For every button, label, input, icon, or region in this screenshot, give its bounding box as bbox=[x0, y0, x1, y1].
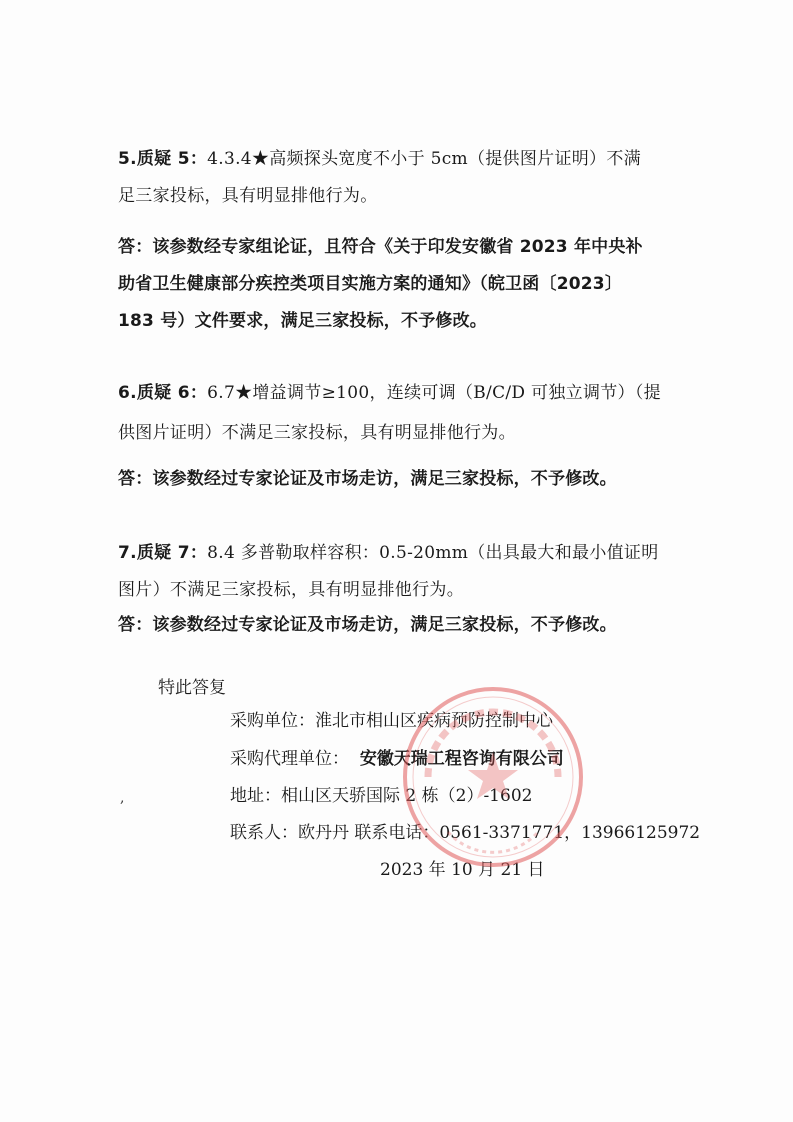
q5-line1 bbox=[118, 147, 641, 171]
q5-answer-line3: 183 号）文件要求，满足三家投标，不予修改。 bbox=[118, 311, 488, 331]
q5-text-line1: 4.3.4★高频探头宽度不小于 5cm（提供图片证明）不满 bbox=[207, 149, 641, 169]
contact-line: 联系人：欧丹丹 联系电话：0561-3371771，13966125972 bbox=[230, 823, 701, 843]
q6-text-line1: 6.7★增益调节≥100，连续可调（B/C/D 可独立调节）（提 bbox=[207, 383, 661, 403]
stray-mark: , bbox=[120, 790, 125, 806]
purchaser-line: 采购单位：淮北市相山区疾病预防控制中心 bbox=[230, 711, 553, 731]
address-line: 地址：相山区天骄国际 2 栋（2）-1602 bbox=[230, 786, 533, 806]
q5-label: 5.质疑 5： bbox=[118, 149, 208, 169]
q5-text-line2: 足三家投标，具有明显排他行为。 bbox=[118, 186, 378, 206]
q7-text-line2: 图片）不满足三家投标，具有明显排他行为。 bbox=[118, 580, 464, 600]
agency-name: 安徽天瑞工程咨询有限公司 bbox=[359, 749, 564, 769]
q5-answer-line2: 助省卫生健康部分疾控类项目实施方案的通知》（皖卫函〔2023〕 bbox=[118, 274, 623, 294]
q6-text-line2: 供图片证明）不满足三家投标，具有明显排他行为。 bbox=[118, 423, 516, 443]
reply-note: 特此答复 bbox=[158, 678, 226, 698]
q6-line1 bbox=[118, 381, 661, 405]
q6-label: 6.质疑 6： bbox=[118, 383, 208, 403]
q5-answer-line1: 答：该参数经专家组论证，且符合《关于印发安徽省 2023 年中央补 bbox=[118, 237, 643, 257]
q6-answer-line1: 答：该参数经过专家论证及市场走访，满足三家投标，不予修改。 bbox=[118, 469, 617, 489]
q7-answer-line1: 答：该参数经过专家论证及市场走访，满足三家投标，不予修改。 bbox=[118, 615, 617, 635]
q7-line1 bbox=[118, 541, 659, 565]
date-line: 2023 年 10 月 21 日 bbox=[380, 860, 545, 880]
q7-label: 7.质疑 7： bbox=[118, 543, 208, 563]
agency-line bbox=[230, 747, 564, 771]
agency-label: 采购代理单位： bbox=[230, 749, 349, 769]
q7-text-line1: 8.4 多普勒取样容积：0.5-20mm（出具最大和最小值证明 bbox=[207, 543, 659, 563]
